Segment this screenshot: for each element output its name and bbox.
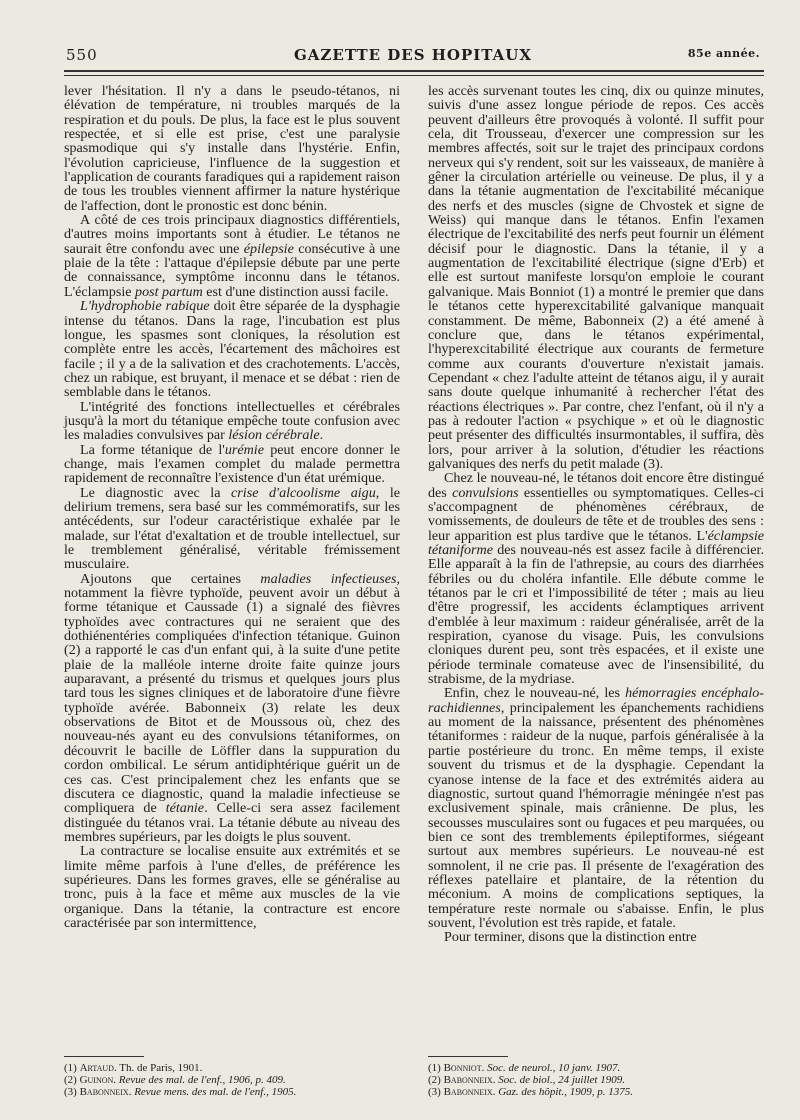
page-number: 550 (66, 46, 98, 64)
paragraph: Chez le nouveau-né, le tétanos doit encore être distingué des convulsions essentielles ou symptomatiques. Celles-ci s'accompagnent de phénomènes cérébraux, de vomissements, de douleurs de tête et de troubles des sens : leur apparition est plus tardive que le tétanos. L'éclampsie tétaniforme des nouveau-nés est assez facile à différencier. Elle apparaît à la fin de l'athrepsie, au cours des diarrhées fébriles ou du choléra infantile. Elle débute comme le tétanos par le cri et l'impossibilité de téter ; mais au lieu d'être progressif, les accidents éclamptiques arrivent d'emblée à leur maximum : raideur généralisée, arrêt de la respiration, cyanose du visage. Puis, les convulsions cloniques durent peu, sont très espacées, et il existe une période terminale comateuse avec de l'insensibilité, du strabisme, de la mydriase. (428, 470, 764, 688)
right-column (428, 84, 764, 945)
paragraph: Le diagnostic avec la crise d'alcoolisme aigu, le delirium tremens, sera basé sur les commémoratifs, sur les antécédents, sur l'odeur caractéristique exhalée par le malade, sur l'état d'exaltation et de trouble intellectuel, sur le tremblement généralisé, véritable frémissement musculaire. (64, 484, 401, 573)
paragraph: La forme tétanique de l'urémie peut encore donner le change, mais l'examen complet du malade permettra rapidement de reconnaître l'existence d'un état urémique. (64, 441, 400, 487)
footnote: (1) Artaud. Th. de Paris, 1901. (64, 1062, 203, 1074)
paragraph: L'hydrophobie rabique doit être séparée de la dysphagie intense du tétanos. Dans la rage, l'incubation est plus longue, les spasmes sont cloniques, la résolution est complète entre les accès, l'écartement des mâchoires est facile ; il y a de la salivation et des crachotements. L'accès, chez un rabique, est bruyant, il menace et se débat : rien de semblable dans le tétanos. (64, 298, 400, 401)
paragraph: Pour terminer, disons que la distinction entre (444, 929, 697, 946)
footnote: (3) Babonneix. Revue mens. des mal. de l'enf., 1905. (64, 1086, 297, 1099)
footnote: (1) Bonniot. Soc. de neurol., 10 janv. 1907. (428, 1062, 621, 1074)
header-rule-thick (64, 70, 764, 72)
paragraph: A côté de ces trois principaux diagnostics différentiels, d'autres moins importants sont à étudier. Le tétanos ne saurait être confondu avec une épilepsie consécutive à une plaie de la tête : l'attaque d'épilepsie débute par une perte de connaissance, symptôme inconnu dans le tétanos. L'éclampsie post partum est d'une distinction aussi facile. (64, 212, 400, 300)
left-column (64, 84, 400, 930)
paragraph: les accès survenant toutes les cinq, dix ou quinze minutes, suivis d'une assez longue période de repos. Ces accès peuvent d'ailleurs être provoqués à volonté. Il suffit pour cela, dit Trousseau, d'exercer une compression sur les membres affectés, soit sur le trajet des principaux cordons nerveux qui s'y rendent, soit sur les vaisseaux, de manière à gêner la circulation artérielle ou veineuse. De plus, il y a dans la tétanie augmentation de l'excitabilité mécanique des nerfs et des muscles (signe de Chvostek et signe de Weiss) qui manque dans le tétanos. Enfin l'examen électrique de l'excitabilité des nerfs peut fournir un élément décisif pour le diagnostic. Dans la tétanie, il y a augmentation de l'excitabilité électrique (signe d'Erb) et elle est surtout manifeste lorsqu'on emploie le courant galvanique. Mais Bonniot (1) a montré le premier que dans le tétanos cette hyperexcitabilité galvanique manquait constamment. De même, Babonneix (2) a été amené à conclure que, dans le tétanos expérimental, l'hyperexcitabilité électrique aux courants de fermeture comme aux courants d'ouverture n'existait jamais. Cependant « chez l'adulte atteint de tétanos aigu, il y aurait sans doute quelque inhumanité à rechercher l'état des réactions électriques ». Par contre, chez l'enfant, où il n'y a pas à redouter l'action « psychique » et où le diagnostic peut présenter des difficultés insurmontables, il suffira, dès lors, pour arriver à la solution, d'étudier les réactions galvaniques des nerfs du petit malade (3). (428, 83, 764, 472)
journal-title: GAZETTE DES HOPITAUX (293, 46, 532, 64)
header-rule-thin (64, 75, 764, 76)
footnote: (2) Guinon. Revue des mal. de l'enf., 1906, p. 409. (64, 1074, 286, 1087)
footnote: (2) Babonneix. Soc. de biol., 24 juillet 1909. (428, 1074, 625, 1087)
footnote-rule-right (428, 1056, 508, 1057)
footnote: (3) Babonneix. Gaz. des hôpit., 1909, p. 1375. (428, 1086, 633, 1099)
footnote-rule-left (64, 1056, 144, 1057)
page-header (66, 46, 760, 68)
paragraph: L'intégrité des fonctions intellectuelles et cérébrales jusqu'à la mort du tétanique empêche toute confusion avec les maladies convulsives par lésion cérébrale. (64, 398, 400, 444)
paragraph: Enfin, chez le nouveau-né, les hémorragies encéphalo-rachidiennes, principalement les épanchements rachidiens au moment de la naissance, présentent des phénomènes tétaniformes : raideur de la nuque, parfois généralisée à la partie postérieure du tronc. En même temps, il existe souvent du trismus et de la dysphagie. Cependant la cyanose intense de la face et des extrémités aidera au diagnostic, surtout quand l'hémorragie méningée n'est pas exclusivement spinale, mais crânienne. De plus, les secousses musculaires sont ou fugaces et peu marquées, ou bien ce sont des tremblements épileptiformes, siégeant surtout aux membres supérieurs. Le nouveau-né est somnolent, il ne crie pas. Il présente de l'exagération des réflexes patellaire et plantaire, de la rétention du méconium. A moins de complications septiques, la température reste normale ou s'abaisse. Enfin, le plus souvent, l'évolution est très rapide, et fatale. (428, 685, 764, 931)
footnotes-left (64, 1062, 394, 1099)
footnotes-right (428, 1062, 758, 1099)
journal-year: 85e année. (687, 47, 760, 60)
paragraph: lever l'hésitation. Il n'y a dans le pseudo-tétanos, ni élévation de température, ni troubles marqués de la respiration et du pouls. De plus, la face est le plus souvent respectée, et si elle est prise, c'est une paralysie spasmodique qui s'y installe dans l'hystérie. Enfin, l'évolution capricieuse, l'influence de la suggestion et l'application de courants faradiques qui a rapidement raison de tous les troubles viennent affirmer la nature hystérique de l'affection, dont le pronostic est donc bénin. (64, 83, 400, 214)
paragraph: La contracture se localise ensuite aux extrémités et se limite même parfois à l'une d'elles, de préférence les supérieures. Dans les formes graves, elle se généralise au tronc, puis à la face et même aux muscles de la vie organique. Dans la tétanie, la contracture est encore caractérisée par son intermittence, (64, 843, 400, 931)
paragraph: Ajoutons que certaines maladies infectieuses, notamment la fièvre typhoïde, peuvent avoir un début à forme tétanique et Caussade (1) a signalé des fièvres typhoïdes avec contractures qui ne seraient que des dothiénentéries compliquées d'infection tétanique. Guinon (2) a rapporté le cas d'un enfant qui, à la suite d'une petite plaie de la malléole interne droite faite quinze jours auparavant, a présenté du trismus et quelques jours plus tard tous les signes cliniques et de laboratoire d'une fièvre typhoïde avérée. Babonneix (3) relate les deux observations de Bitot et de Moussous où, chez des nouveau-nés ayant eu des convulsions tétaniformes, on découvrit le bacille de Löffler dans la suppuration du cordon ombilical. Le sérum antidiphtérique guérit un de ces cas. C'est principalement chez les enfants que se discutera ce diagnostic, quand la maladie infectieuse se compliquera de tétanie. Celle-ci sera assez facilement distinguée du tétanos vrai. La tétanie débute au niveau des membres supérieurs, par les doigts le plus souvent. (64, 570, 400, 845)
